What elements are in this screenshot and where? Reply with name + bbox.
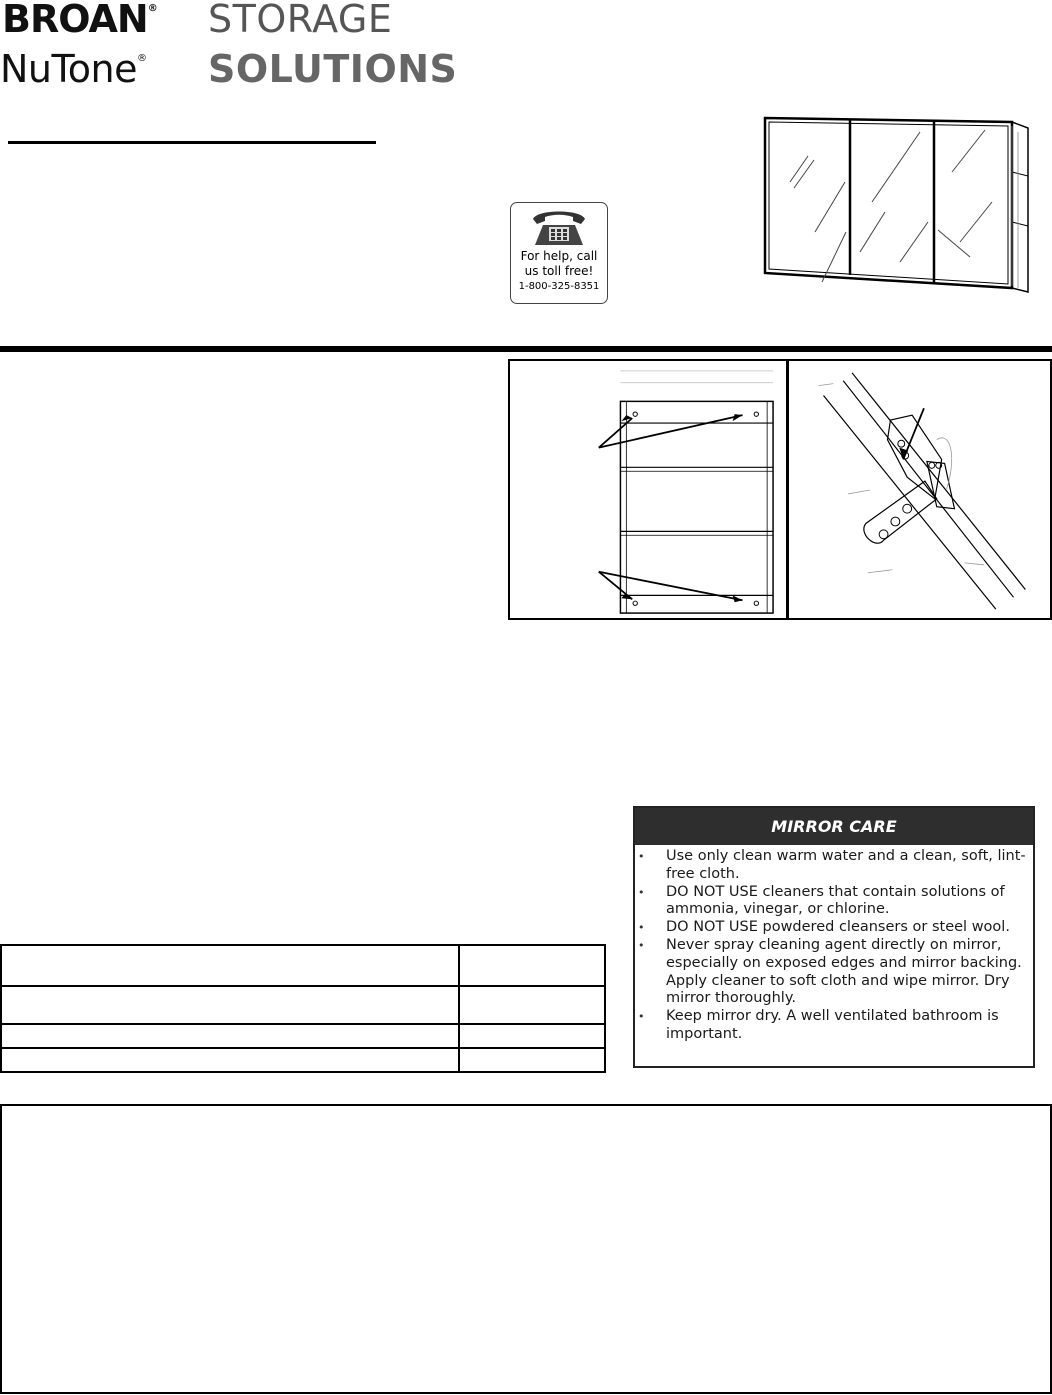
help-phone-number: 1-800-325-8351	[518, 281, 600, 292]
parts-table	[0, 944, 606, 1073]
mirror-care-item: • Keep mirror dry. A well ventilated bathroom is important.	[635, 1008, 1027, 1044]
mirror-care-box	[633, 806, 1035, 1068]
help-text-line2: us toll free!	[524, 264, 594, 278]
table-cell	[1, 945, 459, 986]
table-cell	[459, 1048, 605, 1072]
table-cell	[1, 986, 459, 1024]
table-cell	[1, 1048, 459, 1072]
nutone-logo: NuTone®	[0, 47, 147, 91]
title-underline	[8, 141, 376, 144]
section-divider	[0, 346, 1052, 352]
mirror-care-list	[635, 848, 1033, 1044]
storage-heading: STORAGE	[208, 0, 393, 41]
telephone-icon	[527, 207, 591, 249]
cabinet-illustration	[760, 112, 1030, 296]
table-cell	[459, 1024, 605, 1048]
mirror-care-item: • Never spray cleaning agent directly on mirror, especially on exposed edges and mirror backing. Apply cleaner to soft cloth and wipe mirror. Dry mirror thoroughly.	[635, 937, 1027, 1008]
table-row	[1, 986, 605, 1024]
mirror-care-item: • DO NOT USE powdered cleansers or steel wool.	[635, 919, 1027, 937]
table-row	[1, 1048, 605, 1072]
broan-logo: BROAN®	[2, 0, 157, 41]
table-row	[1, 945, 605, 986]
bottom-info-box	[0, 1104, 1052, 1394]
mirror-care-item: • DO NOT USE cleaners that contain solutions of ammonia, vinegar, or chlorine.	[635, 884, 1027, 920]
mirror-care-title: MIRROR CARE	[635, 808, 1033, 845]
table-cell	[459, 945, 605, 986]
mounting-holes-diagram	[508, 359, 788, 620]
help-text-line1: For help, call	[520, 249, 598, 263]
help-badge	[510, 202, 608, 304]
table-row	[1, 1024, 605, 1048]
hinge-detail-diagram	[787, 359, 1052, 620]
table-cell	[1, 1024, 459, 1048]
solutions-heading: SOLUTIONS	[208, 47, 458, 91]
table-cell	[459, 986, 605, 1024]
mirror-care-item: • Use only clean warm water and a clean, soft, lint-free cloth.	[635, 848, 1027, 884]
